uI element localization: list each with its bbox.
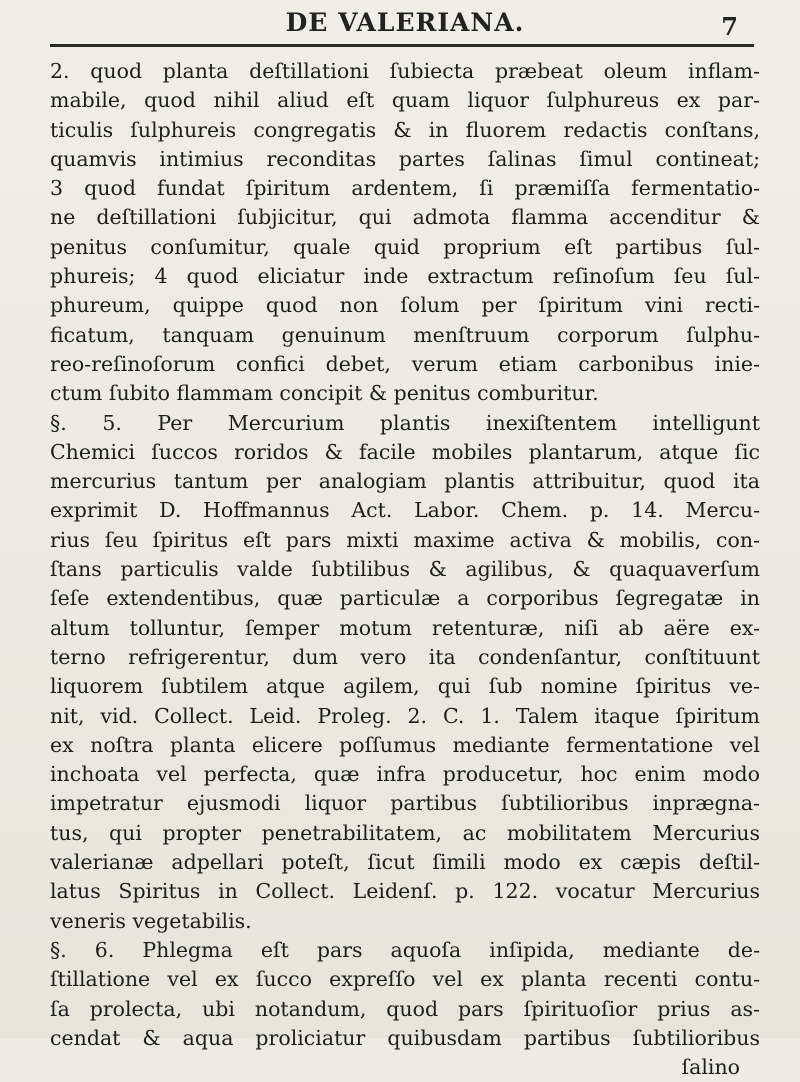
text-line: ſtillatione vel ex ſucco expreſſo vel ex planta recenti contu- — [50, 967, 760, 992]
text-line: reo-reſinoſorum confici debet, verum etiam carbonibus inie- — [50, 351, 760, 376]
text-line: ctum ſubito flammam concipit & penitus comburitur. — [50, 381, 599, 406]
text-line: mabile, quod nihil aliud eſt quam liquor ſulphureus ex par- — [50, 88, 760, 113]
page-number: 7 — [721, 12, 738, 41]
text-line: ficatum, tanquam genuinum menſtruum corporum ſulphu- — [50, 322, 760, 347]
text-line: ſtans particulis valde ſubtilibus & agilibus, & quaquaverſum — [50, 557, 760, 582]
text-line: rius ſeu ſpiritus eſt pars mixti maxime activa & mobilis, con- — [50, 527, 760, 552]
text-line: inchoata vel perfecta, quæ infra producetur, hoc enim modo — [50, 762, 760, 787]
text-body — [50, 57, 760, 1082]
text-line: phureum, quippe quod non ſolum per ſpiritum vini recti- — [50, 293, 760, 318]
text-line: veneris vegetabilis. — [50, 908, 252, 933]
text-line: mercurius tantum per analogiam plantis attribuitur, quod ita — [50, 469, 760, 494]
text-line: terno refrigerentur, dum vero ita condenſantur, conſtituunt — [50, 644, 760, 669]
text-line: tus, qui propter penetrabilitatem, ac mobilitatem Mercurius — [50, 820, 760, 845]
page-header — [50, 0, 760, 44]
catchword: ſalino — [681, 1055, 740, 1080]
header-rule — [50, 44, 754, 47]
text-line: 3 quod fundat ſpiritum ardentem, ſi præmiſſa fermentatio- — [50, 176, 760, 201]
text-line: quamvis intimius reconditas partes ſalinas ſimul contineat; — [50, 146, 760, 171]
text-line: latus Spiritus in Collect. Leidenſ. p. 122. vocatur Mercurius — [50, 879, 760, 904]
text-line: impetratur ejusmodi liquor partibus ſubtilioribus inprægna- — [50, 791, 760, 816]
text-line: phureis; 4 quod eliciatur inde extractum reſinoſum ſeu ſul- — [50, 264, 760, 289]
running-title: DE VALERIANA. — [285, 8, 525, 37]
text-line: 2. quod planta deſtillationi ſubiecta præbeat oleum inflam- — [50, 59, 760, 83]
text-line: ſeſe extendentibus, quæ particulæ a corporibus ſegregatæ in — [50, 586, 760, 611]
text-line: ticulis ſulphureis congregatis & in fluorem redactis conſtans, — [50, 117, 760, 142]
text-line: Chemici ſuccos roridos & facile mobiles plantarum, atque ſic — [50, 439, 760, 464]
text-line: liquorem ſubtilem atque agilem, qui ſub nomine ſpiritus ve- — [50, 674, 760, 699]
text-line: ne deſtillationi ſubjicitur, qui admota flamma accenditur & — [50, 205, 760, 230]
text-line: ex noſtra planta elicere poſſumus mediante fermentatione vel — [50, 732, 760, 757]
text-line: altum tolluntur, ſemper motum retenturæ, niſi ab aëre ex- — [50, 615, 760, 640]
text-line: penitus conſumitur, quale quid proprium eſt partibus ſul- — [50, 234, 760, 259]
text-line: §. 6. Phlegma eſt pars aquoſa inſipida, mediante de- — [50, 937, 760, 962]
text-line: ſa prolecta, ubi notandum, quod pars ſpirituoſior prius as- — [50, 996, 760, 1021]
text-line: nit, vid. Collect. Leid. Proleg. 2. C. 1. Talem itaque ſpiritum — [50, 703, 760, 728]
text-line: cendat & aqua proliciatur quibusdam partibus ſubtilioribus — [50, 1025, 760, 1050]
text-line: valerianæ adpellari poteſt, ſicut ſimili modo ex cæpis deſtil- — [50, 850, 760, 875]
text-line: exprimit D. Hoffmannus Act. Labor. Chem. p. 14. Mercu- — [50, 498, 760, 523]
text-line: §. 5. Per Mercurium plantis inexiſtentem intelligunt — [50, 410, 760, 435]
